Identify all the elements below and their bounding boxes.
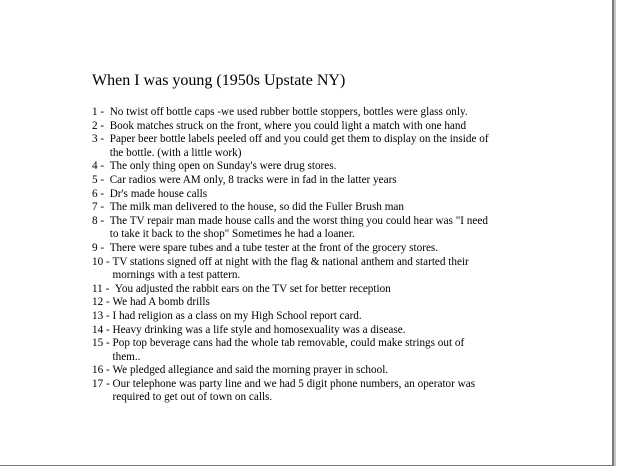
item-line: The milk man delivered to the house, so did the Fuller Brush man [109,201,404,214]
list-item [92,201,532,215]
item-text [110,188,207,202]
document-title: When I was young (1950s Upstate NY) [92,72,346,89]
item-line: Dr's made house calls [109,187,208,200]
item-text [110,215,488,242]
item-line-continued: required to get out of town on calls. [112,391,273,404]
item-text [110,201,404,215]
item-line-continued: mornings with a test pattern. [112,269,241,282]
item-number: 12 - [92,296,113,309]
item-number: 13 - [92,309,113,322]
list-item [92,310,532,324]
item-number: 1 - [92,106,110,118]
item-number: 15 - [92,337,113,350]
list-item [92,106,532,120]
item-text [115,283,391,297]
item-number: 14 - [92,323,113,336]
item-text [110,120,466,134]
item-text [110,133,489,160]
item-number: 10 - [92,255,113,268]
item-number: 7 - [92,201,110,214]
list-item [92,188,532,202]
item-text [113,296,210,310]
item-text [110,242,438,256]
item-line: You adjusted the rabbit ears on the TV set for better reception [114,282,391,295]
list-item [92,215,532,242]
item-line: TV stations signed off at night with the flag & national anthem and started their [112,255,469,268]
item-line: Car radios were AM only, 8 tracks were in fad in the latter years [109,173,397,186]
item-line: Our telephone was party line and we had 5 digit phone numbers, an operator was [112,377,476,390]
item-text [113,256,469,283]
item-number: 4 - [92,160,110,173]
item-number: 16 - [92,364,113,377]
list-item [92,120,532,134]
item-line: No twist off bottle caps -we used rubber bottle stoppers, bottles were glass only. [109,106,468,118]
item-line: We had A bomb drills [112,296,210,309]
item-line: Paper beer bottle labels peeled off and you could get them to display on the inside of [109,133,489,146]
item-number: 11 - [92,282,115,295]
item-line: The TV repair man made house calls and the worst thing you could hear was "I need [109,214,488,227]
list-item [92,364,532,378]
item-number: 5 - [92,173,110,186]
list-item [92,133,532,160]
item-number: 8 - [92,214,110,227]
list-item [92,337,532,364]
item-line: There were spare tubes and a tube tester at the front of the grocery stores. [109,241,439,254]
item-number: 9 - [92,241,110,254]
list-item [92,324,532,338]
list-item [92,242,532,256]
item-text [113,310,362,324]
item-text [113,324,406,338]
item-line-continued: them.. [112,350,141,363]
page-gutter [616,0,623,466]
item-number: 6 - [92,187,110,200]
item-line: Heavy drinking was a life style and homosexuality was a disease. [112,323,406,336]
list-item [92,378,532,405]
item-text [113,364,389,378]
item-number: 2 - [92,119,110,132]
item-text [113,337,465,364]
item-line-continued: to take it back to the shop" Sometimes he had a loaner. [109,228,355,241]
item-line: I had religion as a class on my High School report card. [112,309,362,322]
item-line: The only thing open on Sunday's were drug stores. [109,160,337,173]
item-line: We pledged allegiance and said the morning prayer in school. [112,364,389,377]
item-line: Pop top beverage cans had the whole tab removable, could make strings out of [112,337,465,350]
list-item [92,256,532,283]
item-number: 17 - [92,377,113,390]
list-item [92,283,532,297]
item-text [110,174,397,188]
item-line: Book matches struck on the front, where you could light a match with one hand [109,119,467,132]
memory-list [92,106,532,405]
list-item [92,174,532,188]
list-item [92,296,532,310]
item-line-continued: the bottle. (with a little work) [109,146,242,159]
item-text [113,378,476,405]
item-text [110,106,468,120]
item-text [110,160,337,174]
list-item [92,160,532,174]
item-number: 3 - [92,133,110,146]
